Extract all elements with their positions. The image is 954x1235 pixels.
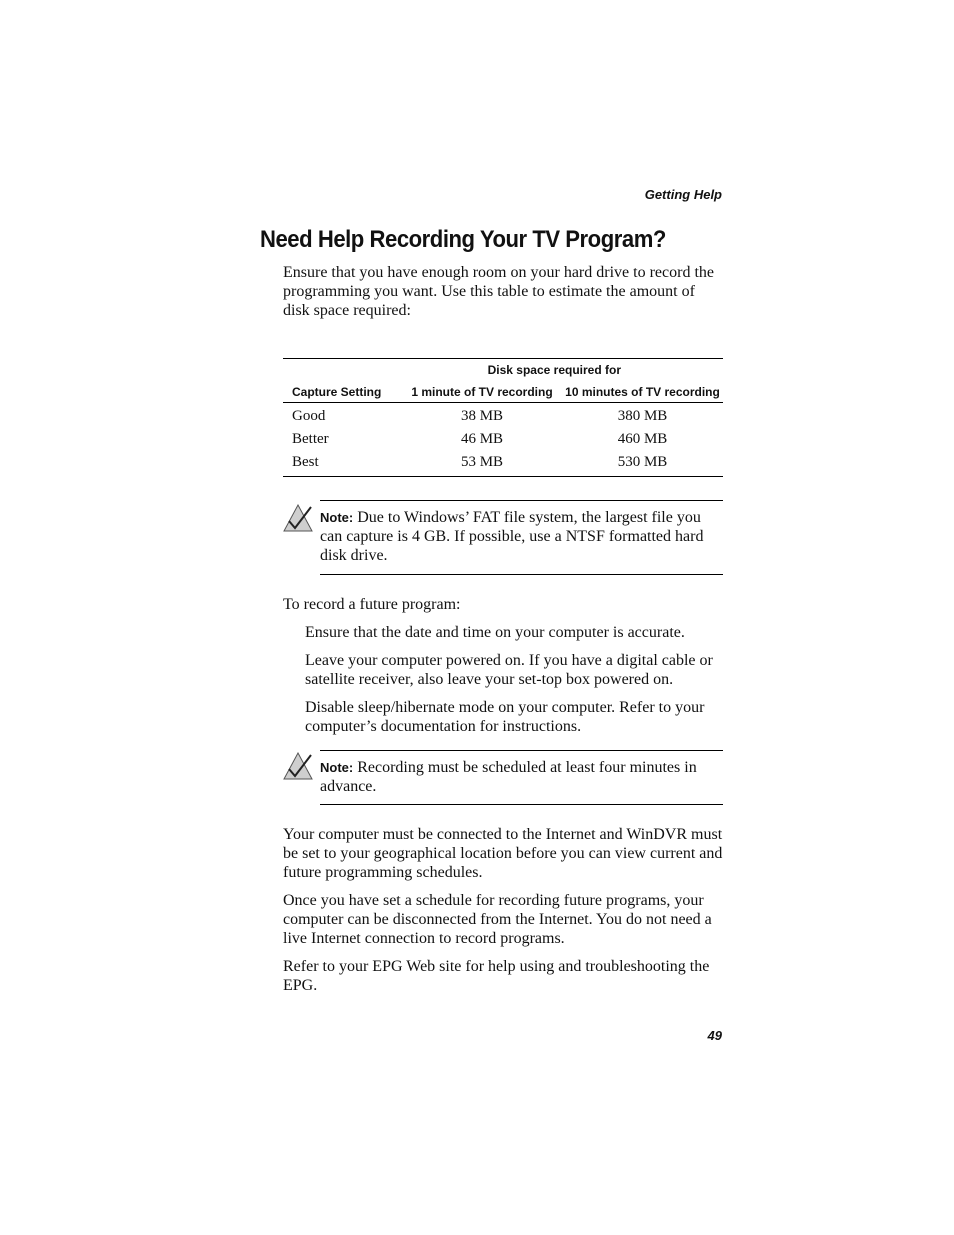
note-label: Note:	[320, 760, 354, 775]
one-minute-cell: 38 MB	[460, 408, 504, 424]
note-body: Due to Windows’ FAT file system, the largest file you can capture is 4 GB. If possible, use a NTSF formatted hard disk drive.	[320, 509, 704, 564]
note-bottom-rule	[320, 574, 723, 575]
table-header-row	[283, 381, 723, 403]
body-paragraph: Once you have set a schedule for recording future programs, your computer can be disconnected from the Internet. You do not need a live Internet connection to record programs.	[283, 892, 712, 947]
note-bottom-rule	[320, 804, 723, 805]
note-top-rule	[320, 750, 723, 751]
column-header-10-minutes: 10 minutes of TV recording	[562, 381, 723, 403]
table-bottom-rule	[283, 476, 723, 477]
step-item: Ensure that the date and time on your computer is accurate.	[305, 624, 685, 641]
record-intro: To record a future program:	[283, 596, 461, 613]
ten-minutes-cell: 530 MB	[617, 454, 668, 470]
disk-space-table	[283, 358, 723, 477]
step-item: Leave your computer powered on. If you have a digital cable or satellite receiver, also leave your set-top box powered on.	[305, 652, 713, 688]
column-header-capture-setting: Capture Setting	[283, 381, 402, 403]
table-row	[283, 403, 723, 429]
step-item: Disable sleep/hibernate mode on your computer. Refer to your computer’s documentation for instructions.	[305, 699, 705, 735]
note-box-file-size	[283, 500, 723, 575]
capture-setting-cell: Best	[292, 454, 319, 470]
intro-paragraph: Ensure that you have enough room on your hard drive to record the programming you want. Use this table to estimate the amount of disk space required:	[283, 264, 714, 319]
table-group-header: Disk space required for	[487, 363, 621, 377]
body-paragraph: Your computer must be connected to the Internet and WinDVR must be set to your geographical location before you can view current and future programming schedules.	[283, 826, 723, 881]
ten-minutes-cell: 460 MB	[617, 431, 668, 447]
ten-minutes-cell: 380 MB	[617, 408, 668, 424]
table-row	[283, 428, 723, 451]
note-text	[320, 508, 723, 565]
table-row	[283, 451, 723, 474]
note-checkmark-icon	[283, 752, 313, 780]
disk-table	[283, 381, 723, 474]
column-header-1-minute: 1 minute of TV recording	[402, 381, 562, 403]
page-number: 49	[707, 1028, 722, 1043]
one-minute-cell: 46 MB	[460, 431, 504, 447]
note-checkmark-icon	[283, 504, 313, 532]
note-top-rule	[320, 500, 723, 501]
note-text	[320, 758, 723, 796]
body-paragraph: Refer to your EPG Web site for help using and troubleshooting the EPG.	[283, 958, 710, 994]
one-minute-cell: 53 MB	[460, 454, 504, 470]
capture-setting-cell: Good	[292, 408, 326, 424]
note-label: Note:	[320, 510, 354, 525]
capture-setting-cell: Better	[292, 431, 329, 447]
page-title: Need Help Recording Your TV Program?	[260, 226, 666, 253]
note-box-scheduling	[283, 750, 723, 805]
running-head: Getting Help	[644, 187, 722, 202]
note-body: Recording must be scheduled at least four minutes in advance.	[320, 759, 697, 795]
